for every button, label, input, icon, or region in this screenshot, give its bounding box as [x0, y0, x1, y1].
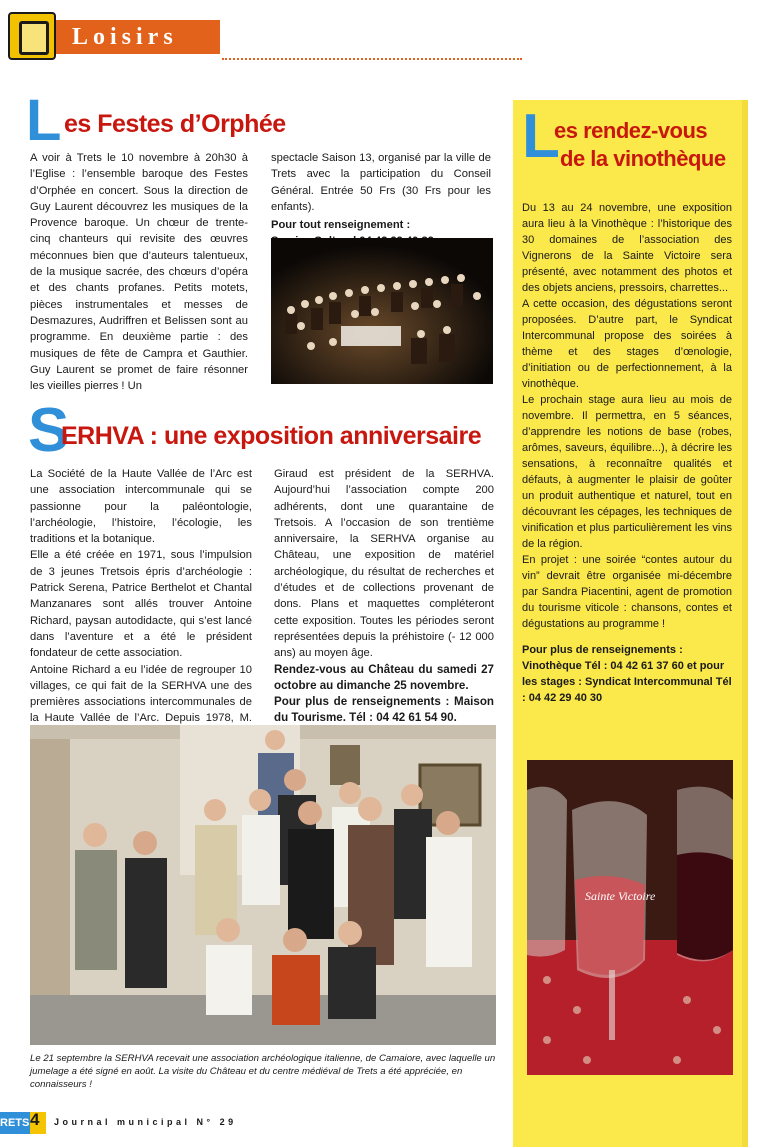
wine-glasses-image	[527, 760, 733, 1075]
page-number: 4	[30, 1110, 40, 1129]
festes-column-1	[30, 150, 248, 394]
vinotheque-text-2: A cette occasion, des dégustations seront proposées. D’autre part, le Syndicat Intercommunal propose des soirées à thème et des stages d’œnologie, d’initiation ou de perfectionnement, à la vinothèque.	[522, 298, 732, 390]
serhva-info: Pour plus de renseignements : Maison du Tourisme. Tél : 04 42 61 54 90.	[274, 695, 494, 725]
footer-tab: RETS	[0, 1112, 30, 1134]
festes-title-text: es Festes d’Orphée	[64, 110, 286, 138]
wine-glasses-photo	[527, 760, 733, 1075]
sidebar-edge	[742, 100, 748, 1147]
vinotheque-column	[522, 200, 732, 706]
leisure-icon	[8, 12, 56, 60]
header-divider	[222, 58, 522, 60]
vinotheque-title-initial: L	[522, 102, 560, 171]
serhva-column-1	[30, 466, 252, 743]
concert-photo-image	[271, 238, 493, 384]
vinotheque-title-line-2: de la vinothèque	[560, 146, 726, 171]
glass-text: Sainte Victoire	[585, 889, 656, 903]
group-photo-image	[30, 725, 496, 1045]
serhva-rendezvous: Rendez-vous au Château du samedi 27 octobre au dimanche 25 novembre.	[274, 662, 494, 692]
serhva-text-3: Antoine Richard a eu l’idée de regrouper 10 villages, ce qui fait de la SERHVA une des premières associations intercommunales de la Haute Vallée de l’Arc. Depuis 1978, M.	[30, 663, 252, 725]
vinotheque-info: Pour plus de renseignements : Vinothèque Tél : 04 42 61 37 60 et pour les stages : Syndicat Intercommunal Tél : 04 42 29 40 30	[522, 644, 732, 704]
section-title: Loisirs	[56, 20, 220, 54]
serhva-text-1: La Société de la Haute Vallée de l’Arc est une association intercommunale qui se passionne pour la paléontologie, l’archéologie, l’histoire, l’écologie, les traditions et la botanique.	[30, 468, 252, 546]
festes-info-label: Pour tout renseignement :	[271, 219, 411, 232]
serhva-title-text: ERHVA : une exposition anniversaire	[61, 422, 482, 450]
serhva-column-2	[274, 466, 494, 727]
vinotheque-text-1: Du 13 au 24 novembre, une exposition aura lieu à la Vinothèque : l’historique des 30 domaines de l’association des Vignerons de la Sainte Victoire sera présenté, avec notamment des photos et des objets anciens, pressoirs, charrettes...	[522, 202, 732, 294]
festes-text-2: spectacle Saison 13, organisé par la ville de Trets avec la participation du Conseil Général. Entrée 50 Frs (30 Frs pour les enfants).	[271, 152, 491, 213]
serhva-title-initial: S	[28, 396, 70, 465]
journal-title: Journal municipal N° 29	[54, 1117, 237, 1127]
group-photo	[30, 725, 496, 1045]
vinotheque-text-4: En projet : une soirée “contes autour du vin” devrait être organisée mi-décembre par Sandra Piacentini, agent de promotion du tourisme viticole : chansons, contes et dégustations au programme !	[522, 554, 732, 630]
festes-title-initial: L	[26, 88, 62, 153]
vinotheque-text-3: Le prochain stage aura lieu au mois de novembre. Il permettra, en 5 séances, d’apprendre les notions de base (robes, arômes, saveurs, équilibre...), à décrire les sensations, à reconnaître qualités et défauts, à augmenter le plaisir de goûter un produit authentique et naturel, tout en découvrant les cépages, les techniques de vinification et plus particulièrement les vins de la région.	[522, 394, 732, 550]
festes-column-2	[271, 150, 491, 250]
serhva-text-4: Giraud est président de la SERHVA. Aujourd’hui l’association compte 200 adhérents, dont une quarantaine de Tretsois. A l’occasion de son trentième anniversaire, la SERHVA organise au Château, une exposition de matériel archéologique, du résultat de recherches et d’études et de collections provenant de dons. Plans et maquettes compléteront cette exposition. Toutes les périodes seront représentées depuis la préhistoire (- 12 000 ans) au moyen âge.	[274, 468, 494, 660]
group-photo-caption: Le 21 septembre la SERHVA recevait une association archéologique italienne, de Camaiore, avec laquelle un jumelage a été signé en août. La visite du Château et du centre médiéval de Trets a été appréciée, en connaisseurs !	[30, 1053, 496, 1090]
concert-photo	[271, 238, 493, 384]
serhva-text-2: Elle a été créée en 1971, sous l’impulsion de 3 jeunes Tretsois épris d’archéologie : Patrick Serena, Patrice Berthelot et Chantal Manzanares sont allés trouver Antoine Richard, paysan autodidacte, qui s’est lancé dans l’aventure et a été le président fondateur de cette association.	[30, 549, 252, 660]
vinotheque-title	[522, 102, 742, 198]
vinotheque-title-line-1: es rendez-vous	[554, 118, 708, 143]
festes-text-1: A voir à Trets le 10 novembre à 20h30 à l’Eglise : l’ensemble baroque des Festes d’Orphée en concert. Sous la direction de Guy Laurent découvrez les musiques de la Provence baroque. Un chœur de trente-cinq chanteurs qui revisite des œuvres méconnues bien que d’auteurs talentueux, de la musique sacrée, des chœurs d’opéra et des chants profanes. Petits motets, pièces instrumentales et messes de Desmazures, Audriffren et Belissen sont au programme. En deuxième partie : des musiques de fête de Campra et Gauthier. Guy Laurent se promet de faire résonner les vieilles pierres ! Un	[30, 152, 248, 393]
